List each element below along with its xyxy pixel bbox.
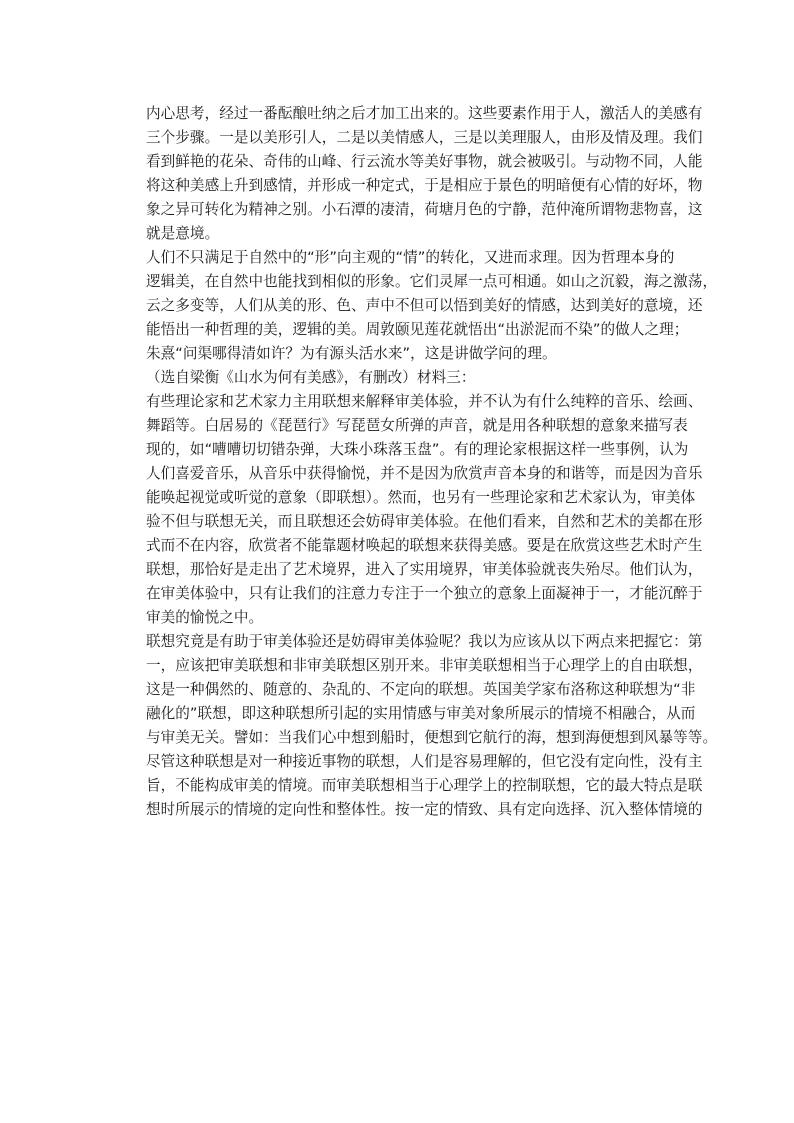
text-line: 舞蹈等。白居易的《琵琶行》写琵琶女所弹的声音，就是用各种联想的意象来描写表 [146, 417, 688, 434]
text-line: 内心思考，经过一番酝酿吐纳之后才加工出来的。这些要素作用于人，激活人的美感有 [146, 105, 703, 122]
text-line: 旨，不能构成审美的情境。而审美联想相当于心理学上的控制联想，它的最大特点是联 [146, 777, 703, 794]
text-line: 云之多变等，人们从美的形、色、声中不但可以悟到美好的情感，达到美好的意境，还 [146, 297, 703, 314]
text-line: 朱熹“问渠哪得清如许？为有源头活水来”，这是讲做学问的理。 [146, 345, 557, 362]
text-line: 人们不只满足于自然中的“形”向主观的“情”的转化，又进而求理。因为哲理本身的 [146, 249, 675, 266]
source-citation: （选自梁衡《山水为何有美感》，有删改）材料三： [146, 369, 476, 386]
text-line: 式而不在内容，欣赏者不能靠题材唤起的联想来获得美感。要是在欣赏这些艺术时产生 [146, 537, 703, 554]
text-line: 融化的”联想，即这种联想所引起的实用情感与审美对象所展示的情境不相融合，从而 [146, 705, 696, 722]
text-line: 能悟出一种哲理的美，逻辑的美。周敦颐见莲花就悟出“出淤泥而不染”的做人之理； [146, 321, 689, 338]
text-line: 有些理论家和艺术家力主用联想来解释审美体验，并不认为有什么纯粹的音乐、绘画、 [146, 393, 703, 410]
text-line: 想时所展示的情境的定向性和整体性。按一定的情致、具有定向选择、沉入整体情境的 [146, 801, 703, 818]
text-line: 与审美无关。譬如：当我们心中想到船时，便想到它航行的海，想到海便想到风暴等等。 [146, 729, 718, 746]
text-line: 这是一种偶然的、随意的、杂乱的、不定向的联想。英国美学家布洛称这种联想为“非 [146, 681, 696, 698]
text-line: 将这种美感上升到感情，并形成一种定式，于是相应于景色的明暗便有心情的好坏，物 [146, 177, 703, 194]
text-line: 就是意境。 [146, 225, 220, 242]
text-line: 在审美体验中，只有让我们的注意力专注于一个独立的意象上面凝神于一，才能沉醉于 [146, 585, 703, 602]
text-line: 三个步骤。一是以美形引人，二是以美情感人，三是以美理服人，由形及情及理。我们 [146, 129, 703, 146]
text-line: 验不但与联想无关，而且联想还会妨碍审美体验。在他们看来，自然和艺术的美都在形 [146, 513, 703, 530]
text-line: 联想究竟是有助于审美体验还是妨碍审美体验呢？我以为应该从以下两点来把握它：第 [146, 633, 703, 650]
text-line: 逻辑美，在自然中也能找到相似的形象。它们灵犀一点可相通。如山之沉毅，海之激荡， [146, 273, 718, 290]
body-text [146, 102, 718, 822]
text-line: 联想，那恰好是走出了艺术境界，进入了实用境界，审美体验就丧失殆尽。他们认为， [146, 561, 703, 578]
text-line: 象之异可转化为精神之别。小石潭的凄清，荷塘月色的宁静，范仲淹所谓物悲物喜，这 [146, 201, 703, 218]
text-line: 看到鲜艳的花朵、奇伟的山峰、行云流水等美好事物，就会被吸引。与动物不同，人能 [146, 153, 703, 170]
text-line: 尽管这种联想是对一种接近事物的联想，人们是容易理解的，但它没有定向性，没有主 [146, 753, 703, 770]
text-line: 审美的愉悦之中。 [146, 609, 264, 626]
text-line: 现的，如“嘈嘈切切错杂弹，大珠小珠落玉盘”。有的理论家根据这样一些事例，认为 [146, 441, 689, 458]
text-line: 人们喜爱音乐，从音乐中获得愉悦，并不是因为欣赏声音本身的和谐等，而是因为音乐 [146, 465, 703, 482]
text-line: 能唤起视觉或听觉的意象（即联想）。然而，也另有一些理论家和艺术家认为，审美体 [146, 489, 696, 506]
text-line: 一，应该把审美联想和非审美联想区别开来。非审美联想相当于心理学上的自由联想， [146, 657, 703, 674]
